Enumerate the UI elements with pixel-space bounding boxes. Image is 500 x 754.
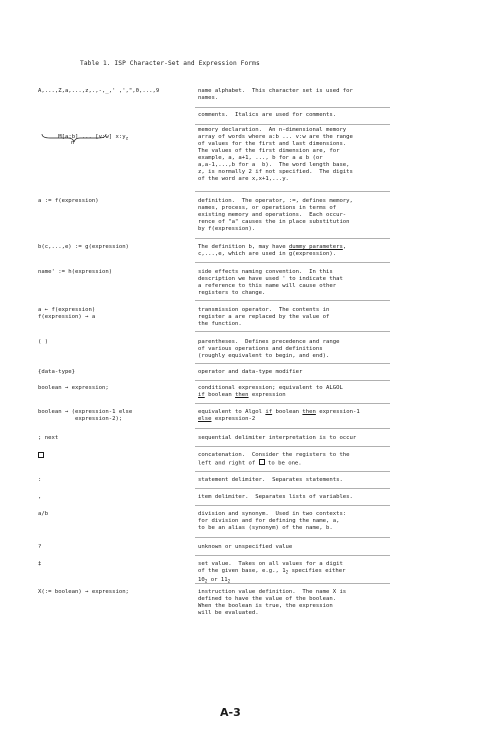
row-divider (195, 583, 390, 584)
text-run: , c,...,e, which are used in g(expression). (198, 244, 347, 257)
text-run: expression (248, 392, 286, 398)
expression-form: name' := h(expression) (38, 269, 113, 275)
row-divider (195, 124, 390, 125)
expression-form: boolean → expression; (38, 385, 109, 391)
row-divider (195, 191, 390, 192)
row-divider (195, 446, 390, 447)
page-number: A-3 (220, 706, 241, 719)
dimension-count: n (71, 140, 75, 146)
row-divider (195, 238, 390, 239)
word-range: x:y (115, 134, 126, 140)
expression-form: A,...,Z,a,...,z,.,-,_,' ,',",0,...,9 (38, 88, 160, 94)
description: memory declaration. An n-dimensional memory array of words where a:b ... v:w are the range of values for the first and last dimensions. The values of the first dimension are, for example, a, a+1, ..., b for a ≤ b (or a,a-1,...,b for a b). The word length base, z, is normally 2 if not specified. The digits of the word are x,x+1,...y. (198, 127, 353, 182)
description (198, 452, 428, 468)
row-divider (195, 505, 390, 506)
description: side effects naming convention. In this description we have used ' to indicate that a reference to this name will cause other registers to change. (198, 269, 343, 296)
description: parentheses. Defines precedence and range of various operations and definitions (roughly equivalent to begin, and end). (198, 339, 340, 359)
description: operator and data-type modifier (198, 369, 303, 375)
row-divider (195, 363, 390, 364)
expression-form: ? (38, 544, 42, 550)
description: transmission operator. The contents in register a are replaced by the value of the function. (198, 307, 330, 327)
expression-form: b(c,...,e) := g(expression) (38, 244, 129, 250)
expression-form (38, 452, 188, 461)
expression-form: a := f(expression) (38, 198, 99, 204)
expression-form (38, 127, 188, 164)
description: definition. The operator, :=, defines memory, names, process, or operations in terms of existing memory and operations. Each occur- rence of "a" causes the in place substitution by f(expression). (198, 198, 353, 232)
description (198, 385, 428, 399)
text-run: expression-2 (211, 416, 256, 422)
description: instruction value definition. The name X is defined to have the value of the boolean. When the boolean is true, the expression will be evaluated. (198, 589, 347, 616)
description (198, 561, 428, 585)
expression-form: a ← f(expression) f(expression) → a (38, 307, 96, 320)
text-run: concatenation. Consider the registers to the left and right of (198, 452, 350, 467)
keyword-else: else (198, 416, 212, 422)
expression-form: X(:= boolean) → expression; (38, 589, 129, 595)
row-divider (195, 380, 390, 381)
description (198, 409, 428, 423)
base-subscript: 2 (204, 579, 208, 585)
row-divider (195, 537, 390, 538)
expression-form: ‡ (38, 561, 42, 567)
base-subscript: 2 (285, 570, 289, 576)
expression-form: boolean → (expression-1 else expression-2); (38, 409, 133, 422)
text-run: The definition b, may have (198, 244, 289, 250)
text-run: equivalent to Algol (198, 409, 266, 415)
description (198, 244, 428, 258)
expression-form: {data-type} (38, 369, 76, 375)
expression-form: : (38, 477, 42, 483)
description: name alphabet. This character set is used for names. (198, 88, 353, 101)
row-divider (195, 262, 390, 263)
keyword-then: then (235, 392, 249, 398)
keyword-if: if (265, 409, 273, 415)
expression-form: ( ) (38, 339, 49, 345)
table-title: Table 1. ISP Character-Set and Expression Forms (80, 60, 260, 67)
row-divider (195, 300, 390, 301)
text-run: or 11 (207, 576, 228, 583)
description: division and synonym. Used in two contexts: for division and for defining the name, a, to be an alias (synonym) of the name, b. (198, 511, 347, 531)
row-divider (195, 555, 390, 556)
description: item delimiter. Separates lists of variables. (198, 494, 353, 500)
expression-form: a/b (38, 511, 49, 517)
description: statement delimiter. Separates statements. (198, 477, 343, 483)
row-divider (195, 107, 390, 108)
row-divider (195, 331, 390, 332)
underlined-term: dummy parameters (288, 244, 343, 250)
description: comments. Italics are used for comments. (198, 112, 337, 118)
expression-form: ; next (38, 435, 59, 441)
text-run: boolean (204, 392, 236, 398)
text-run: set value. Takes on all values for a digit of the given base, e.g., 1 (198, 561, 343, 574)
text-run: boolean (272, 409, 303, 415)
concatenation-square-icon (38, 452, 44, 458)
memory-array: M[a:b] ... [v:w] (58, 134, 116, 140)
text-run: conditional expression; equivalent to ALGOL (198, 385, 343, 391)
text-run: to be one. (264, 460, 302, 467)
keyword-then: then (302, 409, 316, 415)
description: sequential delimiter interpretation is to occur (198, 435, 357, 441)
row-divider (195, 471, 390, 472)
base-subscript: 2 (227, 579, 231, 585)
row-divider (195, 403, 390, 404)
expression-form: , (38, 494, 42, 500)
keyword-if: if (198, 392, 205, 398)
text-run: expression-1 (319, 409, 360, 415)
description: unknown or unspecified value (198, 544, 293, 550)
row-divider (195, 488, 390, 489)
word-base: z (125, 136, 129, 142)
row-divider (195, 428, 390, 429)
text-run: specifies either 10 (198, 568, 346, 583)
